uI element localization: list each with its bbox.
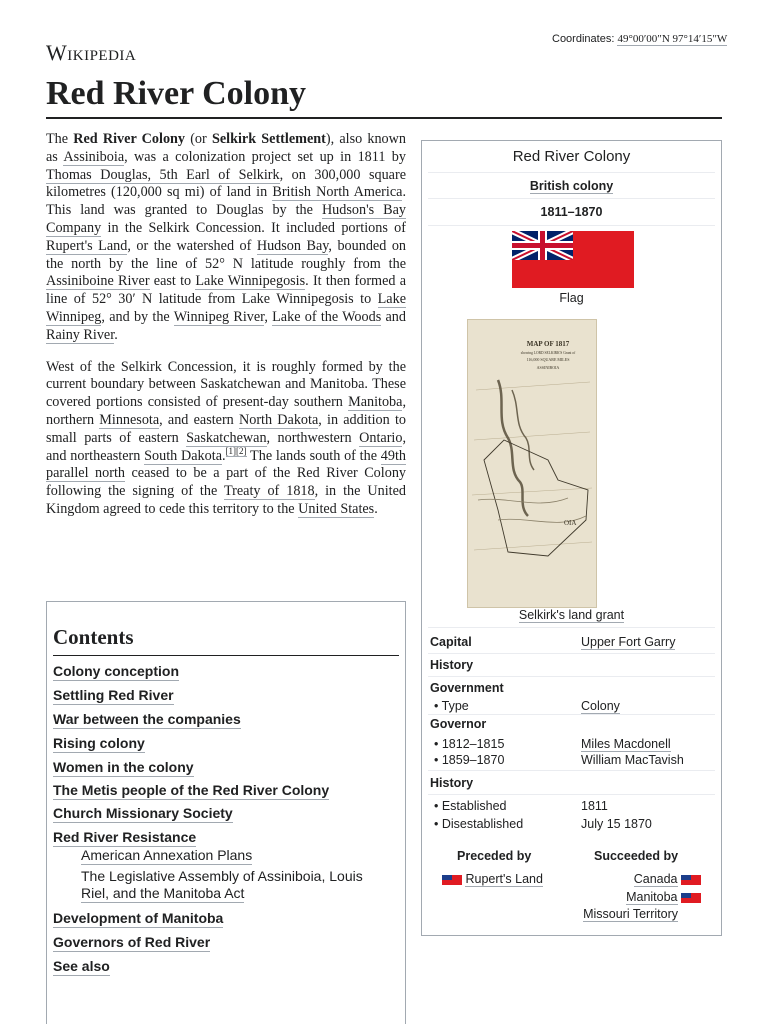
link-thomas-douglas[interactable]: Thomas Douglas, 5th Earl of Selkirk [46, 166, 280, 183]
text: . [222, 447, 226, 464]
red-ensign-icon [681, 893, 701, 903]
link-rainy-river[interactable]: Rainy River [46, 326, 115, 343]
text: , northern [46, 394, 406, 428]
link-treaty-of-1818[interactable]: Treaty of 1818 [223, 483, 315, 500]
union-jack-icon [512, 231, 573, 260]
second-paragraph [46, 359, 406, 519]
link-ruperts-land[interactable]: Rupert's Land [46, 237, 128, 254]
map-caption [422, 608, 721, 622]
union-jack-canton [512, 231, 573, 260]
text: ), also known as [46, 131, 406, 165]
link-lake-of-the-woods[interactable]: Lake of the Woods [272, 308, 382, 325]
map-subtitle: 116,000 SQUARE MILES [526, 357, 570, 362]
red-ensign-flag[interactable] [512, 231, 634, 288]
text: , and northeastern [46, 429, 406, 464]
text: east to [149, 273, 196, 290]
coordinates [552, 33, 727, 45]
governor-years: • 1859–1870 [434, 753, 505, 767]
text: , or the watershed of [127, 237, 257, 254]
link-49th-parallel[interactable]: 49th parallel north [46, 447, 406, 482]
divider [428, 770, 715, 771]
table-of-contents [46, 601, 406, 1024]
text: The lands south of the [246, 447, 381, 464]
link-united-states[interactable]: United States [298, 500, 375, 517]
wikipedia-wordmark[interactable]: Wikipedia [46, 40, 137, 65]
bold-term: Red River Colony [73, 131, 186, 147]
history-label: History [430, 776, 474, 790]
link-winnipeg-river[interactable]: Winnipeg River [173, 308, 265, 325]
text: , was a colonization project set up in 1811 by [124, 148, 406, 165]
red-ensign-icon [442, 875, 462, 885]
toc-item-resistance[interactable]: Red River Resistance [53, 829, 197, 845]
preceded-entry [442, 872, 543, 886]
link-hudson-bay[interactable]: Hudson Bay [256, 237, 329, 254]
governor-label: Governor [430, 717, 487, 731]
link-south-dakota[interactable]: South Dakota [144, 447, 222, 464]
text: , in addition to small parts of eastern [46, 411, 406, 446]
link-lake-winnipegosis[interactable]: Lake Winnipegosis [195, 273, 306, 290]
established-value: 1811 [581, 799, 608, 813]
link-lake-winnipeg[interactable]: Lake Winnipeg [46, 291, 406, 325]
disestablished-value: July 15 1870 [581, 817, 652, 831]
link-assiniboine-river[interactable]: Assiniboine River [46, 273, 150, 290]
text: (or [185, 131, 212, 147]
divider [428, 627, 715, 628]
map-subtitle: showing LORD SELKIRK'S Grant of [520, 351, 576, 355]
capital-label: Capital [430, 635, 472, 649]
ruperts-land-link[interactable]: Rupert's Land [465, 872, 543, 886]
toc-subitem-assembly[interactable]: The Legislative Assembly of Assiniboia, Louis [81, 868, 363, 884]
text: West of the Selkirk Concession, it is roughly formed by the current boundary between Saskatchewan and Manitoba. These covered portions consisted of present-day southern [46, 358, 406, 411]
text: . [374, 500, 378, 517]
page-title: Red River Colony [46, 75, 307, 112]
text: in the Selkirk Concession. It included portions of [101, 219, 406, 236]
divider [428, 794, 715, 795]
text: and [381, 308, 406, 325]
selkirk-map-image[interactable] [467, 319, 597, 608]
divider [428, 676, 715, 677]
map-region-label: OIA [564, 519, 577, 527]
text: The [46, 131, 74, 147]
link-minnesota[interactable]: Minnesota [99, 411, 160, 428]
text: , and by the [101, 308, 174, 325]
link-hudsons-bay-company[interactable]: Hudson's Bay Company [46, 202, 406, 236]
divider [428, 653, 715, 654]
link-ontario[interactable]: Ontario [359, 429, 403, 446]
history-label: History [430, 658, 474, 672]
map-title: MAP OF 1817 [526, 340, 570, 348]
manitoba-link[interactable]: Manitoba [626, 890, 678, 904]
text: ceased to be a part of the Red River Colony following the signing of the [46, 465, 407, 500]
succeeded-entry-2 [626, 890, 701, 904]
text: , bounded on the north by the line of 52° N latitude roughly from the [46, 237, 407, 272]
succeeded-by-header: Succeeded by [594, 849, 679, 863]
british-colony-link[interactable]: British colony [529, 179, 614, 193]
colony-link[interactable]: Colony [581, 699, 620, 713]
map-illustration [468, 320, 596, 607]
toc-item-settling-red-river[interactable]: Settling Red River [53, 687, 174, 703]
established-label: • Established [434, 799, 507, 813]
bold-term: Selkirk Settlement [211, 131, 326, 147]
missouri-territory-link[interactable]: Missouri Territory [583, 907, 678, 921]
link-assiniboia[interactable]: Assiniboia [63, 148, 125, 165]
type-label: • Type [434, 699, 469, 713]
map-subtitle: ASSINIBOIA [536, 365, 560, 370]
text: , northwestern [266, 429, 360, 446]
intro-paragraph [46, 131, 406, 345]
governor-years: • 1812–1815 [434, 737, 505, 751]
toc-title: Contents [53, 625, 134, 649]
infobox-years: 1811–1870 [428, 199, 715, 226]
disestablished-label: • Disestablished [434, 817, 524, 831]
toc-item-metis[interactable]: The Metis people of the Red River Colony [53, 782, 330, 798]
capital-link[interactable]: Upper Fort Garry [581, 635, 676, 649]
link-saskatchewan[interactable]: Saskatchewan [186, 429, 267, 446]
toc-item-development[interactable]: Development of Manitoba [53, 910, 224, 926]
link-british-north-america[interactable]: British North America [272, 184, 403, 201]
citation-link[interactable]: [1] [225, 445, 237, 456]
coordinates-link[interactable]: 49°00′00″N 97°14′15″W [617, 33, 728, 45]
canada-link[interactable]: Canada [633, 872, 678, 886]
infobox-title: Red River Colony [428, 141, 715, 173]
text: , in the United Kingdom agreed to cede this territory to the [46, 483, 407, 517]
preceded-by-header: Preceded by [457, 849, 532, 863]
flag-caption: Flag [559, 291, 584, 305]
toc-item-governors[interactable]: Governors of Red River [53, 934, 211, 950]
toc-subitem-annexation[interactable]: American Annexation Plans [81, 847, 253, 863]
toc-item-colony-conception[interactable]: Colony conception [53, 663, 179, 679]
toc-item-cms[interactable]: Church Missionary Society [53, 805, 233, 821]
text: , [264, 308, 273, 325]
text: , on 300,000 square kilometres (120,000 sq mi) of land in [46, 166, 407, 201]
miles-macdonell-link[interactable]: Miles Macdonell [581, 737, 671, 751]
text: , and eastern [159, 411, 239, 428]
toc-item-see-also[interactable]: See also [53, 958, 110, 974]
infobox [421, 140, 722, 936]
succeeded-entry-3 [583, 907, 678, 921]
text: . This land was granted to Douglas by the [46, 184, 406, 219]
toc-divider [53, 655, 399, 656]
governor-name: William MacTavish [581, 753, 684, 767]
government-label: Government [430, 681, 504, 695]
red-ensign-icon [681, 875, 701, 885]
citation-link[interactable]: [2] [236, 445, 247, 456]
link-north-dakota[interactable]: North Dakota [238, 411, 319, 428]
map-caption-text[interactable]: Selkirk's land grant [518, 608, 625, 622]
toc-item-women[interactable]: Women in the colony [53, 759, 194, 775]
divider [428, 714, 715, 715]
toc-item-war[interactable]: War between the companies [53, 711, 241, 727]
article-body [46, 131, 406, 533]
coordinates-label: Coordinates: [552, 33, 615, 45]
title-divider [46, 117, 722, 119]
text: . It then formed a line of 52° 30′ N latitude from Lake Winnipegosis to [46, 273, 407, 308]
succeeded-entry-1 [634, 872, 701, 886]
toc-item-rising-colony[interactable]: Rising colony [53, 735, 145, 751]
link-manitoba[interactable]: Manitoba [348, 394, 403, 411]
infobox-subtitle [428, 173, 715, 199]
toc-subitem-assembly-cont[interactable]: Riel, and the Manitoba Act [81, 885, 245, 901]
text: . [114, 326, 118, 343]
